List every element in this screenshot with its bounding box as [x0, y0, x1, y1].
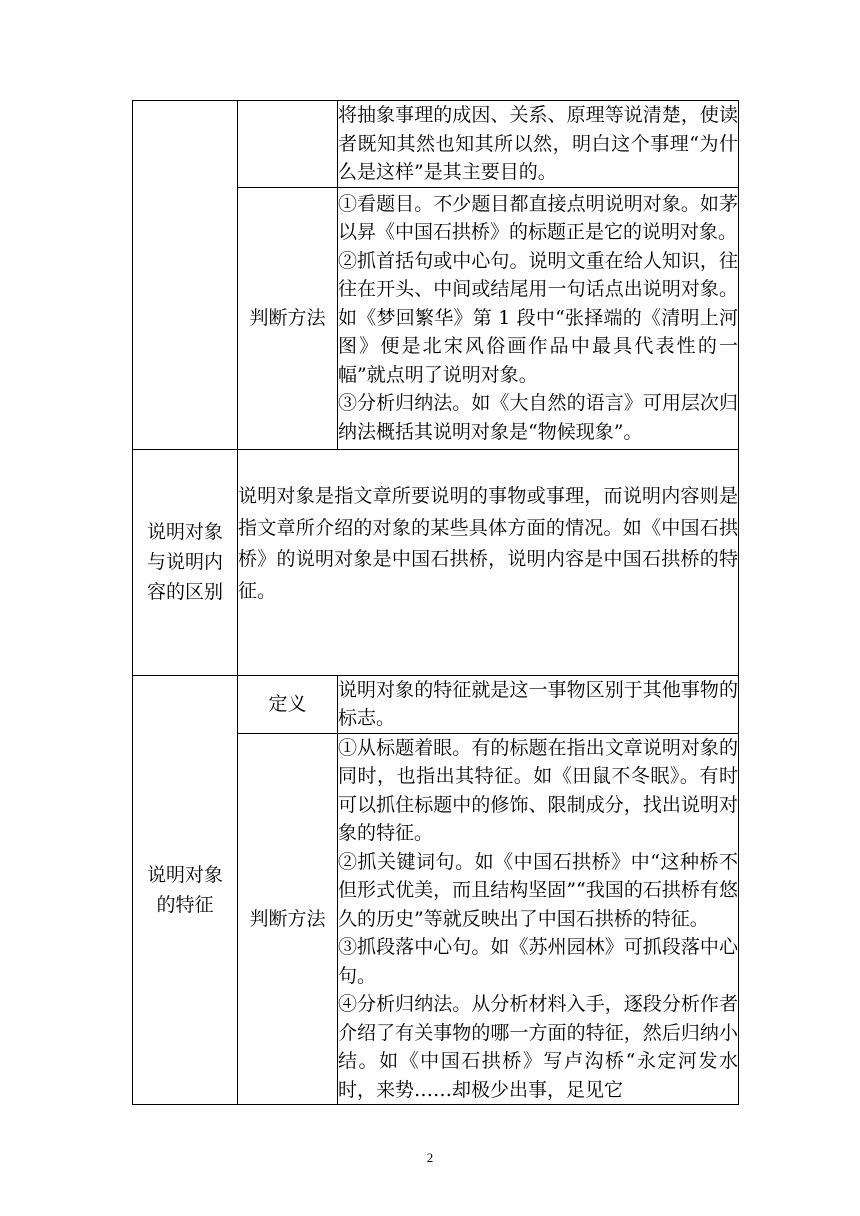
empty-category-cell — [133, 101, 238, 450]
content-cell — [338, 187, 739, 449]
content-table — [132, 100, 739, 1105]
content-cell — [338, 101, 739, 188]
purpose-text: 将抽象事理的成因、关系、原理等说清楚，使读者既知其然也知其所以然，明白这个事理“为什么是这样”是其主要目的。 — [338, 104, 738, 183]
empty-subcategory-cell — [238, 101, 338, 188]
table-row — [133, 101, 739, 188]
table-row — [133, 449, 739, 675]
method-label: 判断方法 — [238, 187, 338, 449]
definition-text: 说明对象的特征就是这一事物区别于其他事物的标志。 — [338, 678, 738, 729]
method-item: ①从标题着眼。有的标题在指出文章说明对象的同时，也指出其特征。如《田鼠不冬眠》。有时可以抓住标题中的修饰、限制成分，找出说明对象的特征。 — [338, 736, 738, 844]
feature-label: 说明对象的特征 — [133, 675, 238, 1105]
method-item: ②抓关键词句。如《中国石拱桥》中“这种桥不但形式优美，而且结构坚固”“我国的石拱桥有悠久的历史”等就反映出了中国石拱桥的特征。 — [338, 850, 738, 930]
distinction-label: 说明对象与说明内容的区别 — [133, 449, 238, 675]
method-item: ①看题目。不少题目都直接点明说明对象。如茅以昇《中国石拱桥》的标题正是它的说明对象。 — [338, 192, 738, 244]
definition-label: 定义 — [238, 675, 338, 733]
content-cell — [338, 733, 739, 1105]
table-row — [133, 675, 739, 733]
distinction-text: 说明对象是指文章所要说明的事物或事理，而说明内容则是指文章所介绍的对象的某些具体方面的情况。如《中国石拱桥》的说明对象是中国石拱桥，说明内容是中国石拱桥的特征。 — [238, 485, 738, 602]
distinction-content-cell — [238, 449, 739, 675]
method-item: ③分析归纳法。如《大自然的语言》可用层次归纳法概括其说明对象是“物候现象”。 — [338, 392, 738, 443]
method-item: ④分析归纳法。从分析材料入手，逐段分析作者介绍了有关事物的哪一方面的特征，然后归纳小结。如《中国石拱桥》写卢沟桥“永定河发水时，来势……却极少出事，足见它 — [338, 993, 738, 1101]
method-item: ②抓首括句或中心句。说明文重在给人知识，往往在开头、中间或结尾用一句话点出说明对象。如《梦回繁华》第 1 段中“张择端的《清明上河图》便是北宋风俗画作品中最具代表性的一幅”就点明了说明对象。 — [338, 249, 738, 386]
method-item: ③抓段落中心句。如《苏州园林》可抓段落中心句。 — [338, 936, 738, 987]
page-number: 2 — [426, 1150, 434, 1165]
method-label: 判断方法 — [238, 733, 338, 1105]
content-cell — [338, 675, 739, 733]
